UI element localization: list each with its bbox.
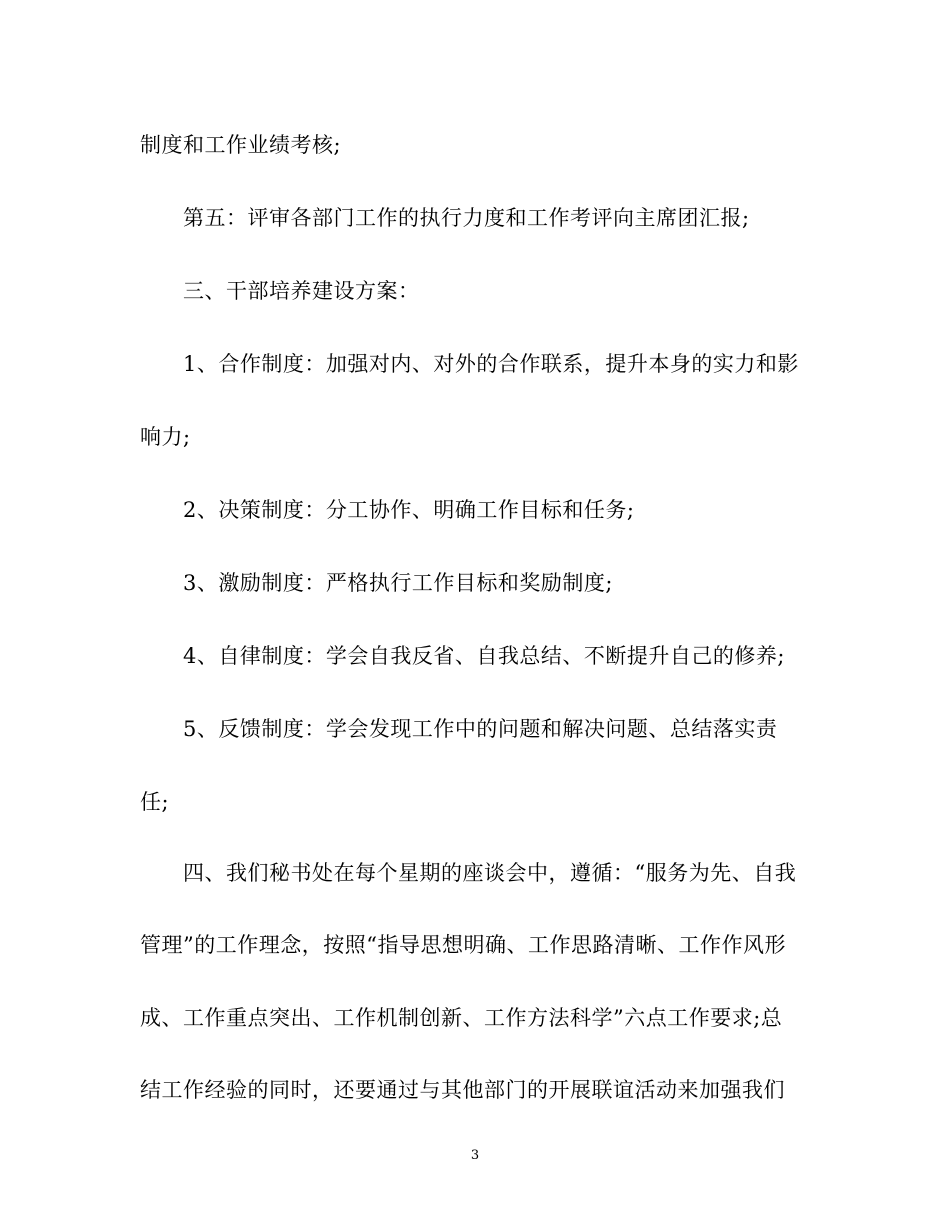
text-line-4: 1、合作制度：加强对内、对外的合作联系，提升本身的实力和影 bbox=[183, 352, 799, 376]
text-line-7: 3、激励制度：严格执行工作目标和奖励制度; bbox=[183, 571, 613, 595]
text-line-13: 成、工作重点突出、工作机制创新、工作方法科学”六点工作要求;总 bbox=[140, 1006, 783, 1030]
section-heading-3: 三、干部培养建设方案： bbox=[183, 279, 420, 303]
text-line-1: 制度和工作业绩考核; bbox=[140, 133, 342, 157]
text-line-14: 结工作经验的同时，还要通过与其他部门的开展联谊活动来加强我们 bbox=[140, 1078, 785, 1102]
text-line-10: 任; bbox=[140, 790, 170, 814]
text-line-8: 4、自律制度：学会自我反省、自我总结、不断提升自己的修养; bbox=[183, 644, 785, 668]
text-line-5: 响力; bbox=[140, 425, 191, 449]
text-line-11: 四、我们秘书处在每个星期的座谈会中，遵循：“服务为先、自我 bbox=[183, 861, 797, 885]
page-number: 3 bbox=[470, 1148, 480, 1163]
text-line-9: 5、反馈制度：学会发现工作中的问题和解决问题、总结落实责 bbox=[183, 717, 778, 741]
text-line-2: 第五：评审各部门工作的执行力度和工作考评向主席团汇报; bbox=[183, 206, 750, 230]
text-line-6: 2、决策制度：分工协作、明确工作目标和任务; bbox=[183, 498, 635, 522]
text-line-12: 管理”的工作理念，按照“指导思想明确、工作思路清晰、工作作风形 bbox=[140, 933, 786, 957]
